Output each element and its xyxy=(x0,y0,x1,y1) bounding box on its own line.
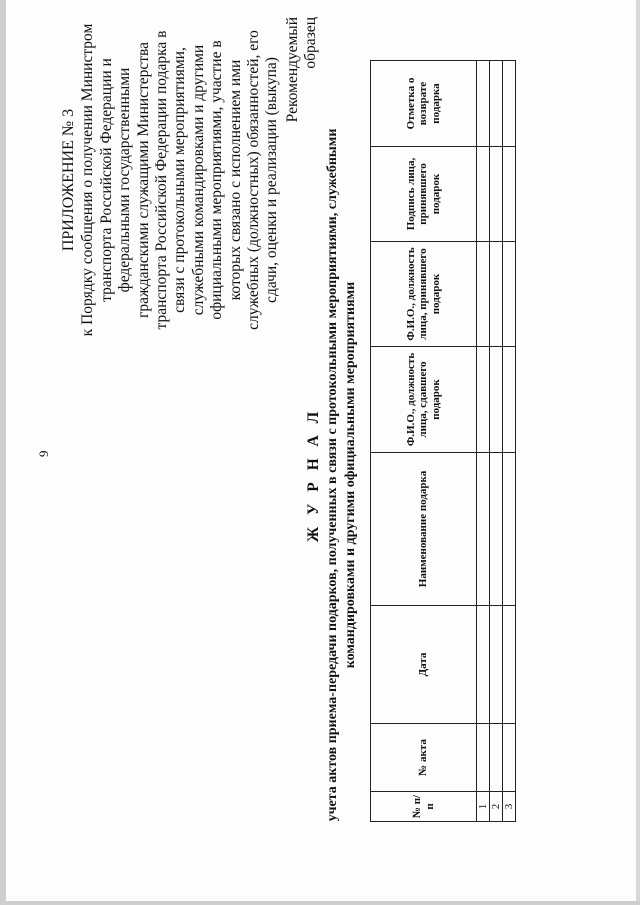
table-cell xyxy=(503,347,516,453)
table-cell: 1 xyxy=(477,792,490,822)
journal-title: Ж У Р Н А Л xyxy=(305,407,322,543)
table-row xyxy=(503,61,516,822)
table-cell xyxy=(503,453,516,606)
appendix-line: федеральными государственными xyxy=(116,67,134,293)
table-cell xyxy=(503,242,516,347)
journal-subtitle-line: учета актов приема-передачи подарков, полученных в связи с протокольными мероприятиями, служебными xyxy=(325,128,340,822)
column-header-number: № п/п xyxy=(371,792,477,822)
table-cell xyxy=(503,147,516,242)
table-cell xyxy=(490,724,503,792)
column-header-receiver: Ф.И.О., должность лица, принявшего подарок xyxy=(371,242,477,347)
table-cell xyxy=(490,606,503,724)
journal-subtitle-line: командировками и другими официальными мероприятиями xyxy=(342,281,358,669)
appendix-line: официальными мероприятиями, участие в xyxy=(208,40,226,320)
appendix-line: которых связано с исполнением ими xyxy=(226,59,244,301)
table-cell xyxy=(477,347,490,453)
appendix-line: транспорта Российской Федерации и xyxy=(97,58,115,302)
table-cell xyxy=(503,606,516,724)
table-cell xyxy=(477,242,490,347)
column-header-gift-name: Наименование подарка xyxy=(371,453,477,606)
table-header-row xyxy=(371,61,477,822)
appendix-line: служебных (должностных) обязанностей, его xyxy=(245,30,263,330)
table-cell xyxy=(490,61,503,147)
page-number: 9 xyxy=(36,450,51,457)
column-header-date: Дата xyxy=(371,606,477,724)
table-cell xyxy=(503,61,516,147)
appendix-line: сдачи, оценки и реализации (выкупа) xyxy=(263,57,281,303)
table-row xyxy=(490,61,503,822)
journal-table xyxy=(370,60,516,822)
table-cell xyxy=(490,242,503,347)
table-cell xyxy=(477,724,490,792)
table-cell: 3 xyxy=(503,792,516,822)
table-cell xyxy=(490,453,503,606)
table-cell xyxy=(477,606,490,724)
column-header-giver: Ф.И.О., должность лица, сдавшего подарок xyxy=(371,347,477,453)
appendix-line: гражданскими служащими Министерства xyxy=(134,42,152,318)
appendix-title: ПРИЛОЖЕНИЕ № 3 xyxy=(60,108,77,252)
appendix-line: служебными командировками и другими xyxy=(189,44,207,316)
table-cell xyxy=(490,347,503,453)
table-row xyxy=(477,61,490,822)
table-cell xyxy=(477,147,490,242)
appendix-line: связи с протокольными мероприятиями, xyxy=(171,47,189,313)
table-cell xyxy=(477,61,490,147)
column-header-return-mark: Отметка о возврате подарка xyxy=(371,61,477,147)
table-cell xyxy=(503,724,516,792)
column-header-receiver-signature: Подпись лица, принявшего подарок xyxy=(371,147,477,242)
table-cell xyxy=(490,147,503,242)
column-header-act-number: № акта xyxy=(371,724,477,792)
appendix-line: транспорта Российской Федерации подарка в xyxy=(153,30,171,330)
table-cell: 2 xyxy=(490,792,503,822)
appendix-line: к Порядку сообщения о получении Министром xyxy=(79,23,97,337)
appendix-block xyxy=(60,15,282,345)
recommended-sample-label: Рекомендуемый образец xyxy=(284,17,319,123)
table-cell xyxy=(477,453,490,606)
journal-heading xyxy=(305,95,358,855)
